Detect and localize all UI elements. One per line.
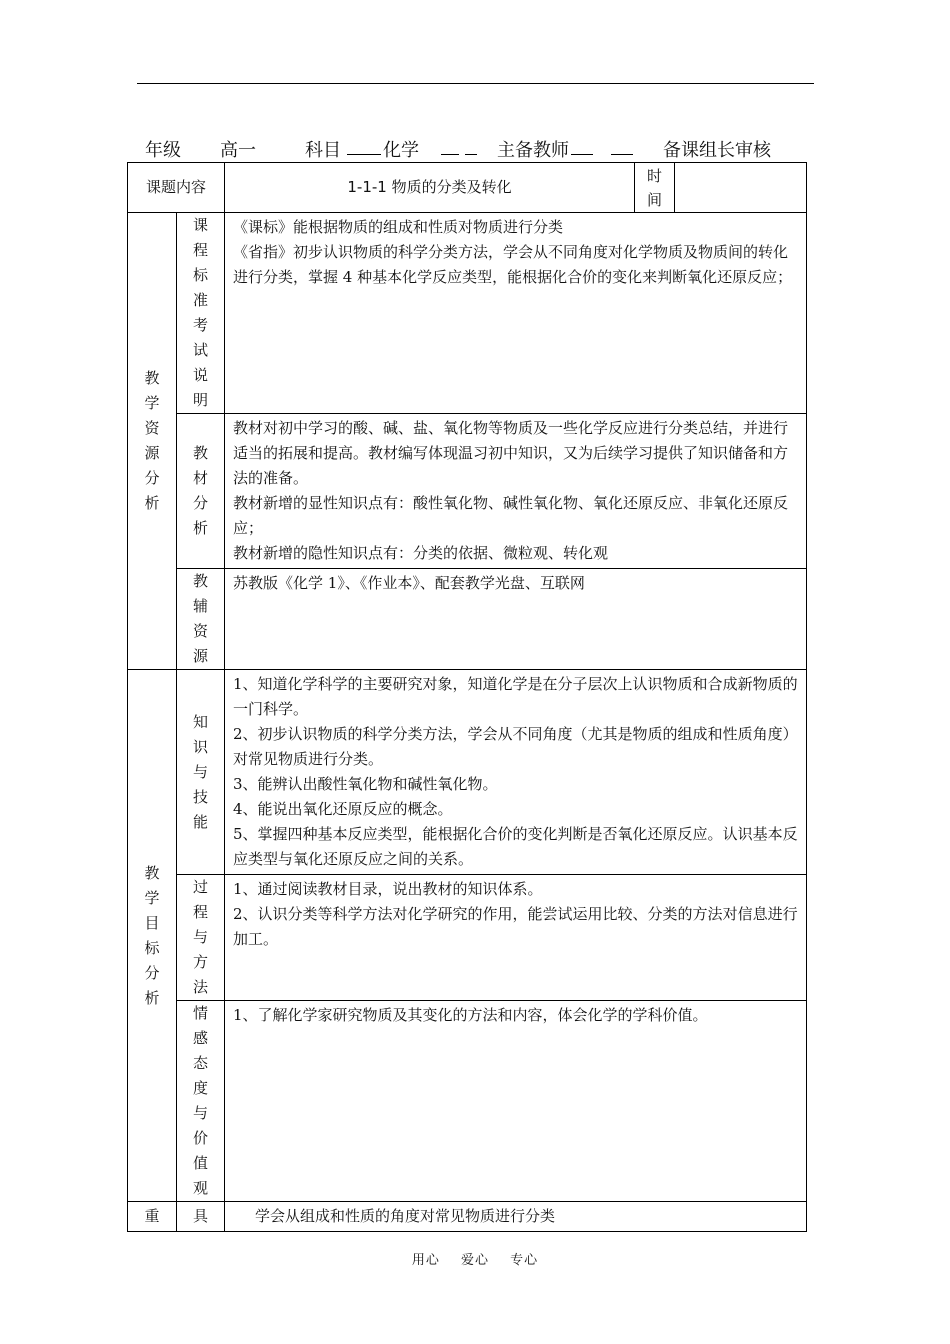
textbook-line: 教材新增的显性知识点有：酸性氧化物、碱性氧化物、氧化还原反应、非氧化还原反应； — [233, 494, 789, 537]
top-rule — [137, 83, 814, 84]
teacher-underline-1 — [571, 154, 593, 155]
subject-underline — [347, 154, 381, 155]
header-line — [145, 136, 805, 162]
standard-label: 课程标准考试说明 — [177, 213, 225, 414]
focus-label: 重 — [128, 1202, 177, 1232]
grade-label: 年级 — [145, 140, 181, 161]
aux-row — [128, 569, 807, 670]
review-label: 备课组长审核 — [663, 140, 771, 161]
emotion-row — [128, 1001, 807, 1202]
footer-word: 用心 — [411, 1253, 440, 1268]
knowledge-row — [128, 670, 807, 875]
teacher-label: 主备教师 — [497, 140, 569, 161]
knowledge-label: 知识与技能 — [177, 670, 225, 875]
focus-content: 学会从组成和性质的角度对常见物质进行分类 — [225, 1202, 807, 1232]
process-content — [225, 875, 807, 1001]
aux-label: 教辅资源 — [177, 569, 225, 670]
process-line: 2、认识分类等科学方法对化学研究的作用，能尝试运用比较、分类的方法对信息进行加工。 — [233, 905, 798, 948]
subject-label: 科目 — [305, 140, 341, 161]
textbook-row — [128, 414, 807, 569]
knowledge-line: 3、能辨认出酸性氧化物和碱性氧化物。 — [233, 775, 498, 793]
knowledge-content — [225, 670, 807, 875]
emotion-label: 情感态度与价值观 — [177, 1001, 225, 1202]
textbook-line: 教材新增的隐性知识点有：分类的依据、微粒观、转化观 — [233, 544, 609, 562]
aux-content: 苏教版《化学 1》、《作业本》、配套教学光盘、互联网 — [225, 569, 807, 670]
page-footer — [0, 1249, 950, 1268]
topic-label: 课题内容 — [128, 163, 225, 213]
textbook-label: 教材分析 — [177, 414, 225, 569]
process-row — [128, 875, 807, 1001]
time-value — [675, 163, 807, 213]
emotion-content: 1、了解化学家研究物质及其变化的方法和内容，体会化学的学科价值。 — [225, 1001, 807, 1202]
textbook-line: 教材对初中学习的酸、碱、盐、氧化物等物质及一些化学反应进行分类总结，并进行适当的拓展和提高。教材编写体现温习初中知识，又为后续学习提供了知识储备和方法的准备。 — [233, 419, 789, 487]
standard-row — [128, 213, 807, 414]
blank-underline-2 — [465, 154, 477, 155]
standard-line: 《省指》初步认识物质的科学分类方法，学会从不同角度对化学物质及物质间的转化进行分类，掌握 4 种基本化学反应类型，能根据化合价的变化来判断氧化还原反应； — [233, 243, 793, 286]
topic-value: 1-1-1 物质的分类及转化 — [225, 163, 635, 213]
section-resource-label: 教学资源分析 — [128, 213, 177, 670]
lesson-plan-table — [127, 162, 807, 1232]
blank-underline-1 — [441, 154, 459, 155]
process-line: 1、通过阅读教材目录，说出教材的知识体系。 — [233, 880, 543, 898]
standard-content — [225, 213, 807, 414]
focus-sublabel: 具 — [177, 1202, 225, 1232]
subject-value: 化学 — [383, 140, 419, 161]
textbook-content — [225, 414, 807, 569]
footer-word: 爱心 — [460, 1253, 489, 1268]
section-objective-label: 教学目标分析 — [128, 670, 177, 1202]
knowledge-line: 2、初步认识物质的科学分类方法，学会从不同角度（尤其是物质的组成和性质角度）对常见物质进行分类。 — [233, 725, 798, 768]
footer-word: 专心 — [510, 1253, 539, 1268]
grade-value: 高一 — [220, 140, 256, 161]
process-label: 过程与方法 — [177, 875, 225, 1001]
knowledge-line: 4、能说出氧化还原反应的概念。 — [233, 800, 453, 818]
topic-row — [128, 163, 807, 213]
knowledge-line: 5、掌握四种基本反应类型，能根据化合价的变化判断是否氧化还原反应。认识基本反应类型与氧化还原反应之间的关系。 — [233, 825, 798, 868]
time-label: 时间 — [635, 163, 675, 213]
teacher-underline-2 — [611, 154, 633, 155]
knowledge-line: 1、知道化学科学的主要研究对象，知道化学是在分子层次上认识物质和合成新物质的一门科学。 — [233, 675, 798, 718]
standard-line: 《课标》能根据物质的组成和性质对物质进行分类 — [233, 218, 564, 236]
focus-row — [128, 1202, 807, 1232]
